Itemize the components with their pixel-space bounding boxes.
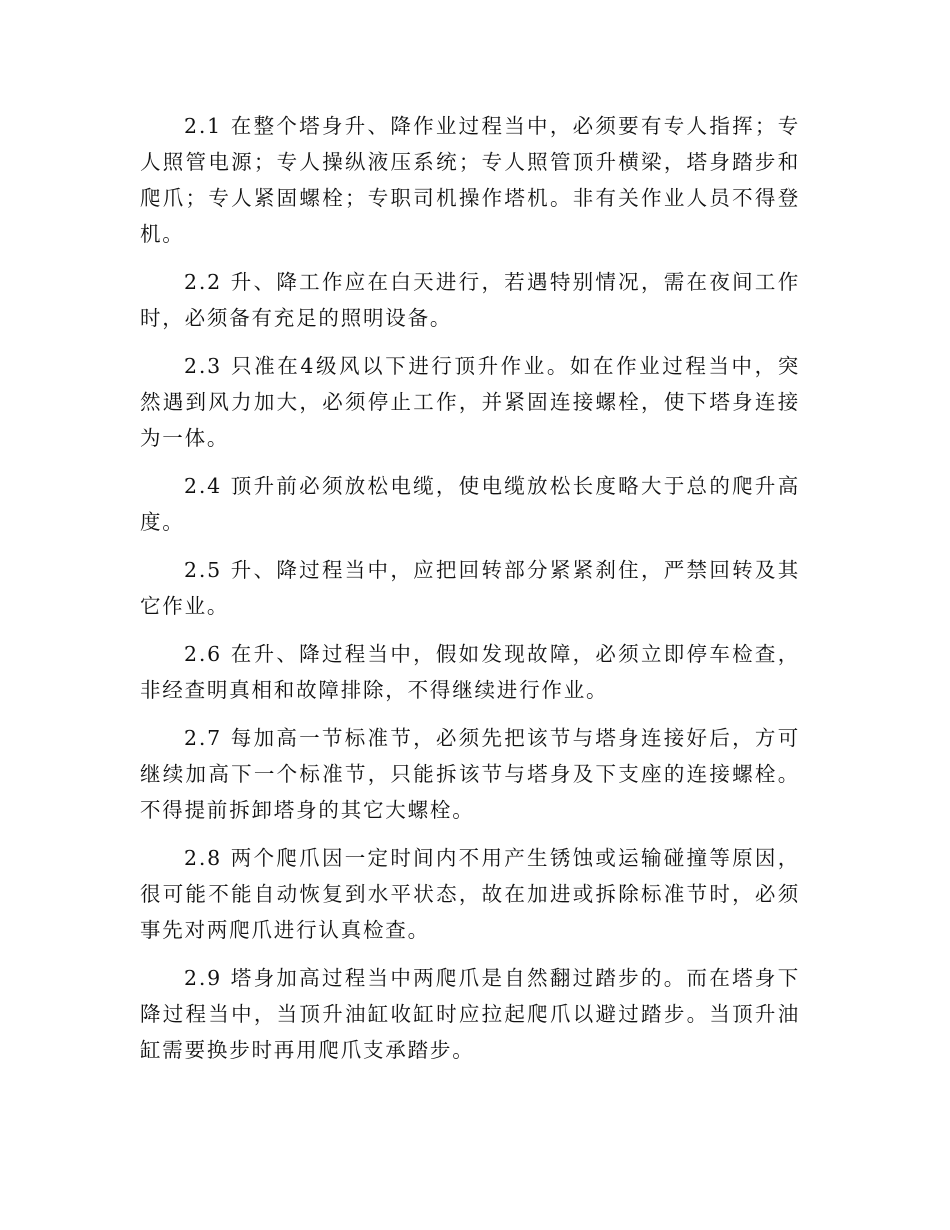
paragraph-2-8: 2.8 两个爬爪因一定时间内不用产生锈蚀或运输碰撞等原因，很可能不能自动恢复到水平状态，故在加进或拆除标准节时，必须事先对两爬爪进行认真检查。 <box>140 846 800 942</box>
paragraph-2-1: 2.1 在整个塔身升、降作业过程当中，必须要有专人指挥；专人照管电源；专人操纵液压系统；专人照管顶升横梁，塔身踏步和爬爪；专人紧固螺栓；专职司机操作塔机。非有关作业人员不得登机。 <box>140 114 800 246</box>
paragraph-2-4: 2.4 顶升前必须放松电缆，使电缆放松长度略大于总的爬升高度。 <box>140 474 800 534</box>
paragraph-2-7: 2.7 每加高一节标准节，必须先把该节与塔身连接好后，方可继续加高下一个标准节，只能拆该节与塔身及下支座的连接螺栓。不得提前拆卸塔身的其它大螺栓。 <box>140 726 800 822</box>
paragraph-2-3: 2.3 只准在4级风以下进行顶升作业。如在作业过程当中，突然遇到风力加大，必须停止工作，并紧固连接螺栓，使下塔身连接为一体。 <box>140 354 800 450</box>
paragraph-2-6: 2.6 在升、降过程当中，假如发现故障，必须立即停车检查，非经查明真相和故障排除，不得继续进行作业。 <box>140 642 800 702</box>
paragraph-2-5: 2.5 升、降过程当中，应把回转部分紧紧刹住，严禁回转及其它作业。 <box>140 558 800 618</box>
document-body <box>140 108 800 1080</box>
paragraph-2-2: 2.2 升、降工作应在白天进行，若遇特别情况，需在夜间工作时，必须备有充足的照明设备。 <box>140 270 800 330</box>
paragraph-2-9: 2.9 塔身加高过程当中两爬爪是自然翻过踏步的。而在塔身下降过程当中，当顶升油缸收缸时应拉起爬爪以避过踏步。当顶升油缸需要换步时再用爬爪支承踏步。 <box>140 966 800 1062</box>
